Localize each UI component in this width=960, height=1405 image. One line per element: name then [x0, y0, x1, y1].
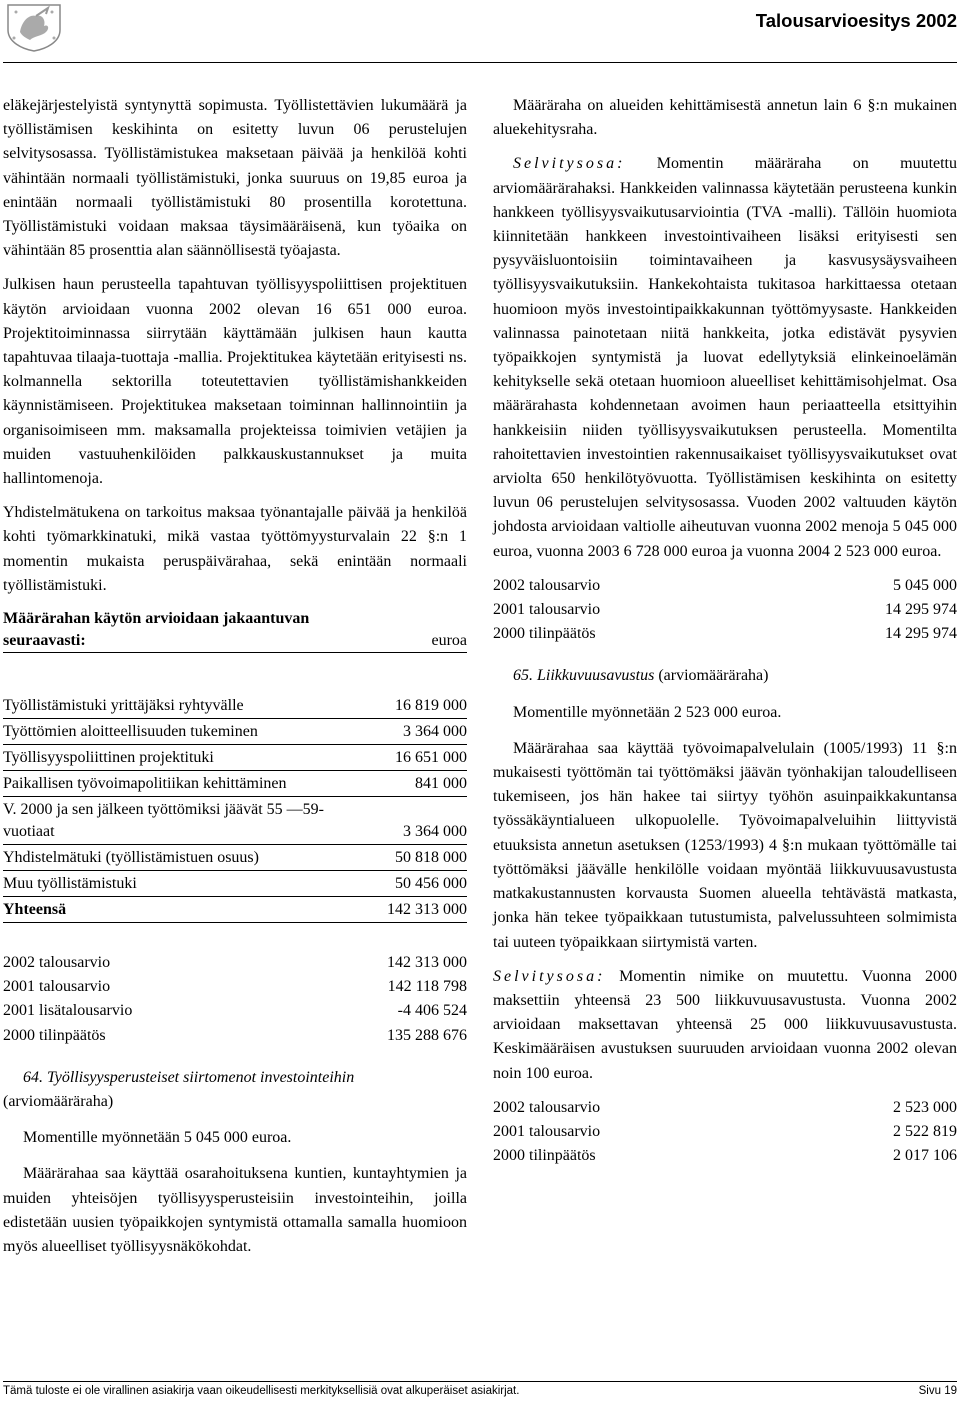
paragraph: Määräraha on alueiden kehittämisestä annetun lain 6 §:n mukainen aluekehitysraha.	[493, 97, 957, 139]
row-value: 3 364 000	[357, 719, 467, 745]
row-value: 135 288 676	[387, 1026, 467, 1044]
section-type: (arviomääräraha)	[658, 667, 769, 685]
row-value: -4 406 524	[397, 1002, 467, 1020]
left-column	[3, 94, 467, 1269]
page-footer	[3, 1385, 957, 1397]
row-value: 50 456 000	[357, 871, 467, 897]
budget-table	[3, 951, 467, 1048]
row-value: 14 295 974	[885, 625, 957, 643]
allocation-table	[3, 693, 467, 923]
section-number: 65.	[513, 667, 533, 685]
paragraph: Määrärahaa saa käyttää työvoimapalvelulain (1005/1993) 11 §:n mukaisesti työttömän tai työttömäksi jäävän työnhakijan taloudelliseen tukemiseen, jos hän hakee tai siirtyy työhön asuinpaikkakuntansa työssäkäyntialueen ulkopuolelle. Työvoimapalveluihin liittyvistä etuuksista annetun asetuksen (1253/1993) 4 §:n mukaan työttömälle tai työttömäksi jäävälle henkilölle voidaan myöntää liikkuvuusavustusta matkakustannusten korvausta Suomen alueella tehtävästä matkasta, jonka hän tekee työpaikkaan tutustumista, palvelussuhteen solmimista tai uuteen työpaikkaan siirtymistä varten.	[493, 739, 957, 951]
row-label: 2000 tilinpäätös	[3, 1026, 106, 1044]
allocation-row	[3, 719, 467, 745]
row-label: 2001 talousarvio	[493, 1122, 601, 1140]
row-value: 142 313 000	[357, 897, 467, 923]
budget-table	[493, 1096, 957, 1169]
allocation-total-row	[3, 897, 467, 923]
paragraph: eläkejärjestelyistä syntynyttä sopimusta. Työllistettävien lukumäärä ja työllistämisen keskihinta on esitetty luvun 06 perustelujen selvitysosassa. Työllistämistukea maksetaan päivää ja henkilöä kohti vähintään normaali työllistämistuki, jonka suuruus on 19,85 euroa ja enintään normaali työllistämistuki 80 prosentilla korotettuna. Työllistämistuki voidaan maksaa täysimääräisenä, kun työaika on vähintään 85 prosenttia alan säännöllisestä työajasta.	[3, 97, 467, 260]
row-value: 841 000	[357, 771, 467, 797]
page-number: Sivu 19	[918, 1385, 957, 1397]
row-label: Muu työllistämistuki	[3, 871, 357, 897]
budget-row	[493, 622, 957, 646]
paragraph	[493, 152, 957, 563]
row-value: 3 364 000	[357, 797, 467, 845]
document-title: Talousarvioesitys 2002	[755, 10, 957, 31]
right-column	[493, 94, 957, 1182]
page-header	[0, 0, 960, 80]
row-label: 2001 talousarvio	[493, 601, 601, 619]
footer-note: Tämä tuloste ei ole virallinen asiakirja vaan oikeudellisesti merkityksellisiä ovat alkuperäiset asiakirjat.	[3, 1385, 520, 1397]
budget-row	[3, 951, 467, 975]
row-label: 2000 tilinpäätös	[493, 625, 596, 643]
allocation-row	[3, 797, 467, 845]
allocation-row	[3, 693, 467, 719]
row-label: 2001 lisätalousarvio	[3, 1002, 133, 1020]
row-value: 14 295 974	[885, 601, 957, 619]
selvitysosa-label: Selvitysosa:	[513, 155, 626, 173]
row-value: 5 045 000	[893, 576, 957, 594]
row-label: 2002 talousarvio	[493, 576, 601, 594]
header-rule	[3, 62, 957, 63]
footer-rule	[3, 1381, 957, 1382]
coat-of-arms-icon	[4, 2, 64, 52]
row-label: Työttömien aloitteellisuuden tukeminen	[3, 719, 357, 745]
budget-row	[3, 975, 467, 999]
budget-row	[493, 1096, 957, 1120]
row-value: 142 313 000	[387, 954, 467, 972]
section-heading	[513, 664, 957, 688]
budget-row	[3, 1024, 467, 1048]
appropriation-line: Momentille myönnetään 2 523 000 euroa.	[513, 703, 782, 721]
row-label: 2002 talousarvio	[493, 1098, 601, 1116]
allocation-row	[3, 845, 467, 871]
row-label: Työllisyyspoliittinen projektituki	[3, 745, 357, 771]
row-label: Työllistämistuki yrittäjäksi ryhtyvälle	[3, 693, 357, 719]
row-value: 16 819 000	[357, 693, 467, 719]
row-label: Paikallisen työvoimapolitiikan kehittäminen	[3, 771, 357, 797]
budget-row	[493, 598, 957, 622]
budget-row	[3, 999, 467, 1023]
section-number: 64.	[23, 1068, 43, 1086]
row-value: 2 522 819	[893, 1122, 957, 1140]
section-title: Liikkuvuusavustus	[537, 667, 655, 685]
paragraph-text: Momentin määräraha on muutettu arviomäärärahaksi. Hankkeiden valinnassa käytetään perusteena kunkin hankkeen työllisyysvaikutusarviointia (TVA -malli). Tällöin huomiota kiinnitetään hankkeen investointivaiheen lisäksi erityisesti sen pysyväisluontoisiin toimintavaiheen ja kasvusysäysvaiheen työllisyysvaikutuksiin. Hankekohtaista tukitasoa harkittaessa otetaan huomioon myös investointipaikkakunnan työttömyysaste. Hankkeiden valinnassa painotetaan niitä hankkeita, jotka edistävät pysyvien työpaikkojen syntymistä ja luovat edellytyksiä elinkeinoelämän kehitykselle sekä otetaan huomioon alueelliset kehittämisohjelmat. Osa määrärahasta kohdennetaan avoimen haun periaatteella etsittyihin hankkeisiin niiden työllisyysvaikutuksen perusteella. Momentilta rahoitettavien investointien rakennusaikaiset työllisyysvaikutukset ovat arviolta 650 henkilötyövuotta. Työllistämisen keskihinta on esitetty luvun 06 perustelujen selvitysosassa. Vuoden 2002 valtuuden käytön johdosta arvioidaan valtiolle aiheutuvan vuonna 2002 menoja 5 045 000 euroa, vuonna 2003 6 728 000 euroa ja vuonna 2004 2 523 000 euroa.	[493, 155, 958, 560]
budget-row	[493, 1144, 957, 1168]
allocation-row	[3, 871, 467, 897]
paragraph-text: Momentin nimike on muutettu. Vuonna 2000 maksettiin yhteensä 23 500 liikkuvuusavustusta. Vuonna 2002 arvioidaan maksettavan yhteensä 25 000 liikkuvuusavustusta. Keskimääräisen avustuksen suuruuden arvioidaan vuonna 2002 olevan noin 100 euroa.	[493, 967, 958, 1082]
allocation-row	[3, 745, 467, 771]
row-value: 16 651 000	[357, 745, 467, 771]
budget-table	[493, 574, 957, 647]
budget-row	[493, 1120, 957, 1144]
row-label: 2001 talousarvio	[3, 978, 111, 996]
paragraph: Yhdistelmätukena on tarkoitus maksaa työnantajalle päivää ja henkilöä kohti työmarkkinatuki, mikä vastaa työttömyysturvalain 22 §:n 1 momentin mukaista peruspäivärahaa, sekä enintään normaali työllistämistuki.	[3, 504, 467, 594]
section-title: Työllisyysperusteiset siirtomenot investointeihin	[47, 1068, 355, 1086]
paragraph	[493, 965, 957, 1086]
allocation-row	[3, 771, 467, 797]
appropriation-line: Momentille myönnetään 5 045 000 euroa.	[23, 1129, 292, 1147]
budget-row	[493, 574, 957, 598]
selvitysosa-label: Selvitysosa:	[493, 967, 606, 985]
row-label: 2000 tilinpäätös	[493, 1147, 596, 1165]
row-value: 50 818 000	[357, 845, 467, 871]
allocation-title: Määrärahan käytön arvioidaan jakaantuvan seuraavasti:	[3, 610, 310, 650]
allocation-unit: euroa	[431, 632, 467, 650]
row-value: 142 118 798	[387, 978, 467, 996]
row-value: 2 523 000	[893, 1098, 957, 1116]
row-label: V. 2000 ja sen jälkeen työttömiksi jäävät 55 —59-vuotiaat	[3, 797, 357, 845]
section-type: (arviomääräraha)	[3, 1093, 114, 1111]
row-label: Yhteensä	[3, 897, 357, 923]
section-heading	[3, 1066, 467, 1114]
paragraph: Julkisen haun perusteella tapahtuvan työllisyyspoliittisen projektituen käytön arvioidaan vuonna 2002 olevan 16 651 000 euroa. Projektitoiminnassa siirrytään käyttämään julkisen haun kautta tapahtuvaa tilaaja-tuottaja -mallia. Projektitukea käytetään erityisesti ns. kolmannella sektorilla toteutettavien työllistämishankkeiden käynnistämiseen. Projektitukea maksetaan toiminnan hallinnointiin ja organisoimiseen mm. maksamalla projekteissa toimivien vetäjien ja muiden vastuuhenkilöiden palkkauskustannukset ja muita hallintomenoja.	[3, 276, 467, 488]
paragraph: Määrärahaa saa käyttää osarahoituksena kuntien, kuntayhtymien ja muiden yhteisöjen työllisyysperusteisiin investointeihin, joilla edistetään uusien työpaikkojen syntymistä ottamalla samalla huomioon myös alueelliset työllisyysnäkökohdat.	[3, 1165, 467, 1256]
row-label: Yhdistelmätuki (työllistämistuen osuus)	[3, 845, 357, 871]
row-value: 2 017 106	[893, 1147, 957, 1165]
row-label: 2002 talousarvio	[3, 954, 111, 972]
allocation-header	[3, 608, 467, 653]
